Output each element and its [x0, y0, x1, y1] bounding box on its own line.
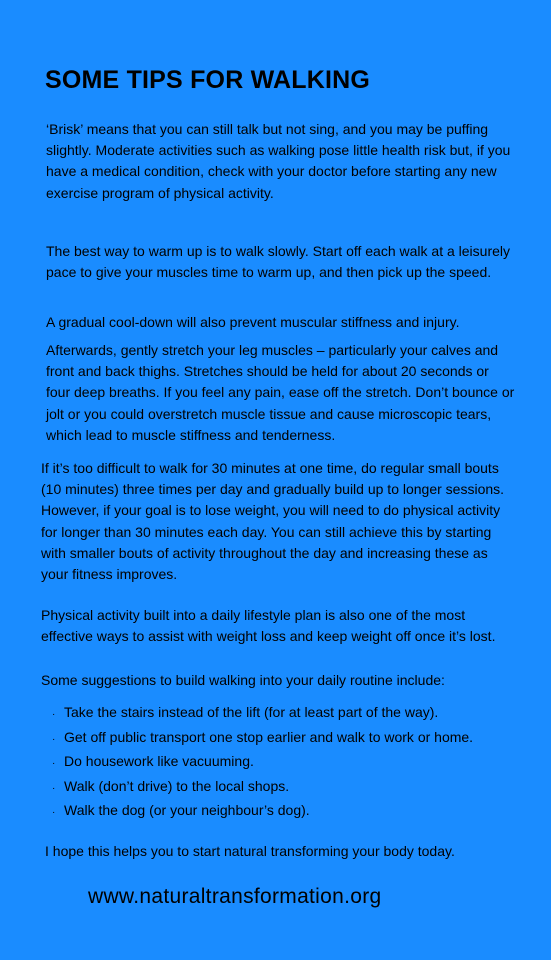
warm-up-paragraph: The best way to warm up is to walk slowly. Start off each walk at a leisurely pace to give your muscles time to warm up, and then pick up the speed.	[46, 243, 511, 281]
list-item	[52, 725, 522, 750]
list-item-text: Walk (don’t drive) to the local shops.	[64, 777, 290, 794]
bullet-icon: ·	[52, 782, 56, 794]
walking-tips-list	[52, 700, 522, 823]
list-item-text: Walk the dog (or your neighbour’s dog).	[64, 802, 310, 819]
stretch-paragraph: Afterwards, gently stretch your leg muscles – particularly your calves and front and back thighs. Stretches should be held for about 20 seconds or four deep breaths. If you feel any pain, ease off the stretch. Don’t bounce or jolt or you could overstretch muscle tissue and cause microscopic tears, which lead to muscle stiffness and tenderness.	[46, 342, 515, 443]
cool-down-paragraph: A gradual cool-down will also prevent muscular stiffness and injury.	[46, 314, 460, 330]
list-item	[52, 700, 522, 725]
bullet-icon: ·	[52, 733, 56, 745]
website-url: www.naturaltransformation.org	[88, 885, 382, 908]
bullet-icon: ·	[52, 709, 56, 720]
bullet-icon: ·	[52, 758, 56, 770]
brisk-paragraph: ‘Brisk’ means that you can still talk but not sing, and you may be puffing slightly. Moderate activities such as walking pose little health risk but, if you have a medical condition, check with your doctor before starting any new exercise program of physical activity.	[46, 121, 511, 201]
suggestions-intro: Some suggestions to build walking into your daily routine include:	[41, 672, 445, 688]
list-item	[52, 774, 522, 799]
page-title: SOME TIPS FOR WALKING	[45, 66, 371, 94]
lifestyle-paragraph: Physical activity built into a daily lifestyle plan is also one of the most effective ways to assist with weight loss and keep weight off once it’s lost.	[41, 607, 496, 645]
list-item	[52, 749, 522, 774]
bullet-icon: ·	[52, 807, 56, 819]
duration-paragraph: If it’s too difficult to walk for 30 minutes at one time, do regular small bouts (10 minutes) three times per day and gradually build up to longer sessions. However, if your goal is to lose weight, you will need to do physical activity for longer than 30 minutes each day. You can still achieve this by starting with smaller bouts of activity throughout the day and increasing these as your fitness improves.	[41, 460, 505, 583]
list-item	[52, 798, 522, 823]
closing-paragraph: I hope this helps you to start natural transforming your body today.	[45, 843, 455, 859]
list-item-text: Get off public transport one stop earlier and walk to work or home.	[64, 728, 474, 745]
list-item-text: Do housework like vacuuming.	[64, 753, 254, 770]
list-item-text: Take the stairs instead of the lift (for at least part of the way).	[64, 704, 439, 720]
